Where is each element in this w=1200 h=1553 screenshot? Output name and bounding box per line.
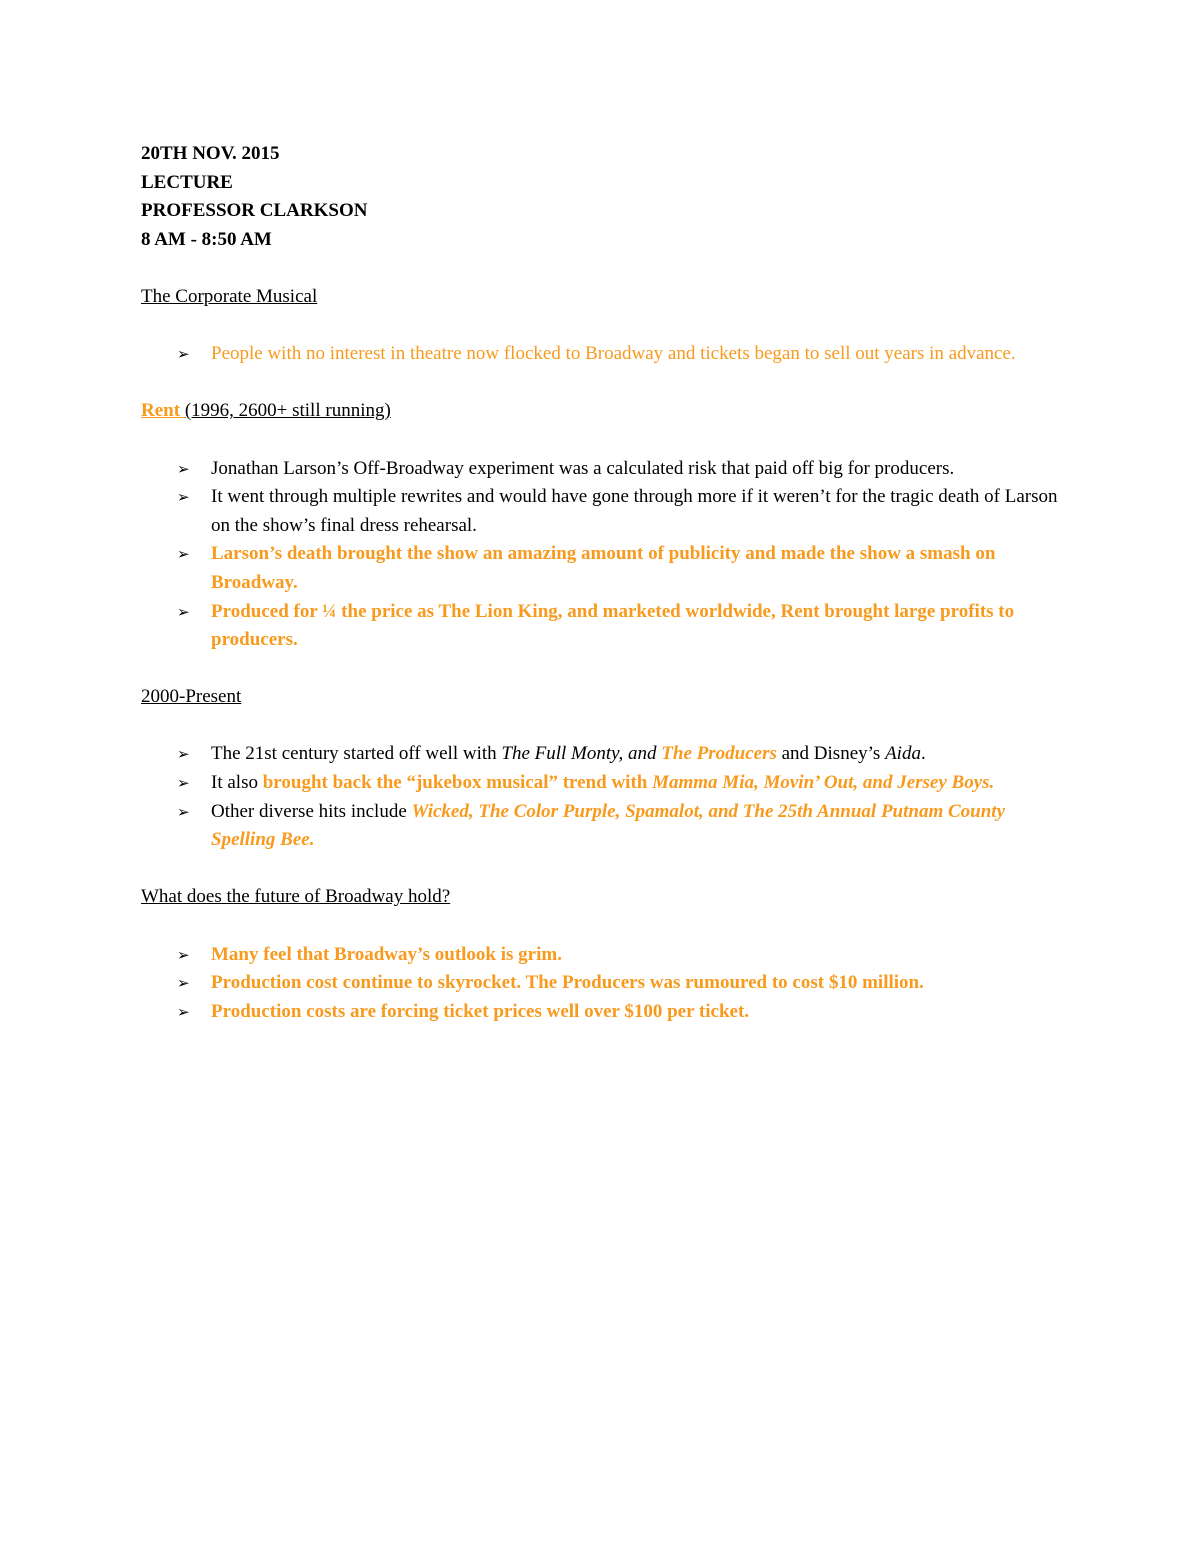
list-item [141,598,1066,655]
bullet-text: Many feel that Broadway’s outlook is grim. [211,943,562,965]
list-item [141,740,1066,769]
bullet-text [211,743,926,764]
bullet-text: Larson’s death brought the show an amazing amount of publicity and made the show a smash on Broadway. [211,543,996,593]
bullet-text: Produced for ¼ the price as The Lion King, and marketed worldwide, Rent brought large profits to producers. [211,600,1015,651]
arrowhead-bullet-icon: ➢ [177,802,190,821]
show-title: Wicked, The Color Purple, Spamalot, and The 25th Annual Putnam County Spelling Bee. [211,800,1006,851]
bullet-list-future [141,941,1066,1027]
arrowhead-bullet-icon: ➢ [177,459,190,478]
rent-details: (1996, 2600+ still running) [184,400,391,422]
bullet-text: Production cost continue to skyrocket. The Producers was rumoured to cost $10 million. [211,972,924,994]
bullet-text: People with no interest in theatre now flocked to Broadway and tickets began to sell out years in advance. [211,343,1016,365]
show-title: The Full Monty, and [501,743,662,765]
bullet-list-corporate [141,340,1066,369]
arrowhead-bullet-icon: ➢ [177,545,190,564]
text-run: The 21st century started off well with [211,743,502,765]
arrowhead-bullet-icon: ➢ [177,602,190,621]
bullet-list-present [141,740,1066,854]
arrowhead-bullet-icon: ➢ [177,745,190,764]
arrowhead-bullet-icon: ➢ [177,774,190,793]
arrowhead-bullet-icon: ➢ [177,1002,190,1021]
lecture-professor: PROFESSOR CLARKSON [141,200,368,222]
lecture-time: 8 AM - 8:50 AM [141,228,272,250]
text-run: Other diverse hits include [211,800,412,822]
section-heading-corporate: The Corporate Musical [141,285,318,307]
arrowhead-bullet-icon: ➢ [177,345,190,364]
list-item [141,769,1066,798]
show-title: The Producers [661,743,777,765]
list-item [141,540,1066,597]
list-item [141,998,1066,1027]
list-item [141,798,1066,855]
text-run: brought back the “jukebox musical” trend with [262,772,653,794]
bullet-text [211,772,994,793]
document-page [141,140,1066,1055]
rent-title: Rent [141,400,185,422]
bullet-text: Production costs are forcing ticket prices well over $100 per ticket. [211,1000,750,1022]
lecture-date: 20TH NOV. 2015 [141,143,280,164]
list-item [141,969,1066,998]
text-run: . [920,743,926,765]
section-heading-present: 2000-Present [141,686,242,708]
bullet-text: It went through multiple rewrites and would have gone through more if it weren’t for the tragic death of Larson on the show’s final dress rehearsal. [211,486,1058,536]
show-title: Mamma Mia, Movin’ Out, and Jersey Boys. [652,772,995,794]
list-item [141,340,1066,369]
arrowhead-bullet-icon: ➢ [177,974,190,993]
section-heading-future: What does the future of Broadway hold? [141,886,451,908]
show-title: Aida [885,743,921,765]
list-item [141,941,1066,970]
lecture-type: LECTURE [141,171,233,193]
bullet-text [211,801,1005,851]
arrowhead-bullet-icon: ➢ [177,488,190,507]
arrowhead-bullet-icon: ➢ [177,945,190,964]
bullet-text: Jonathan Larson’s Off-Broadway experiment was a calculated risk that paid off big for producers. [211,457,955,479]
list-item [141,455,1066,484]
lecture-header [141,140,1066,254]
text-run: It also [211,772,263,794]
list-item [141,483,1066,540]
text-run: and Disney’s [776,743,886,765]
bullet-list-rent [141,455,1066,655]
section-heading-rent [141,397,1066,426]
